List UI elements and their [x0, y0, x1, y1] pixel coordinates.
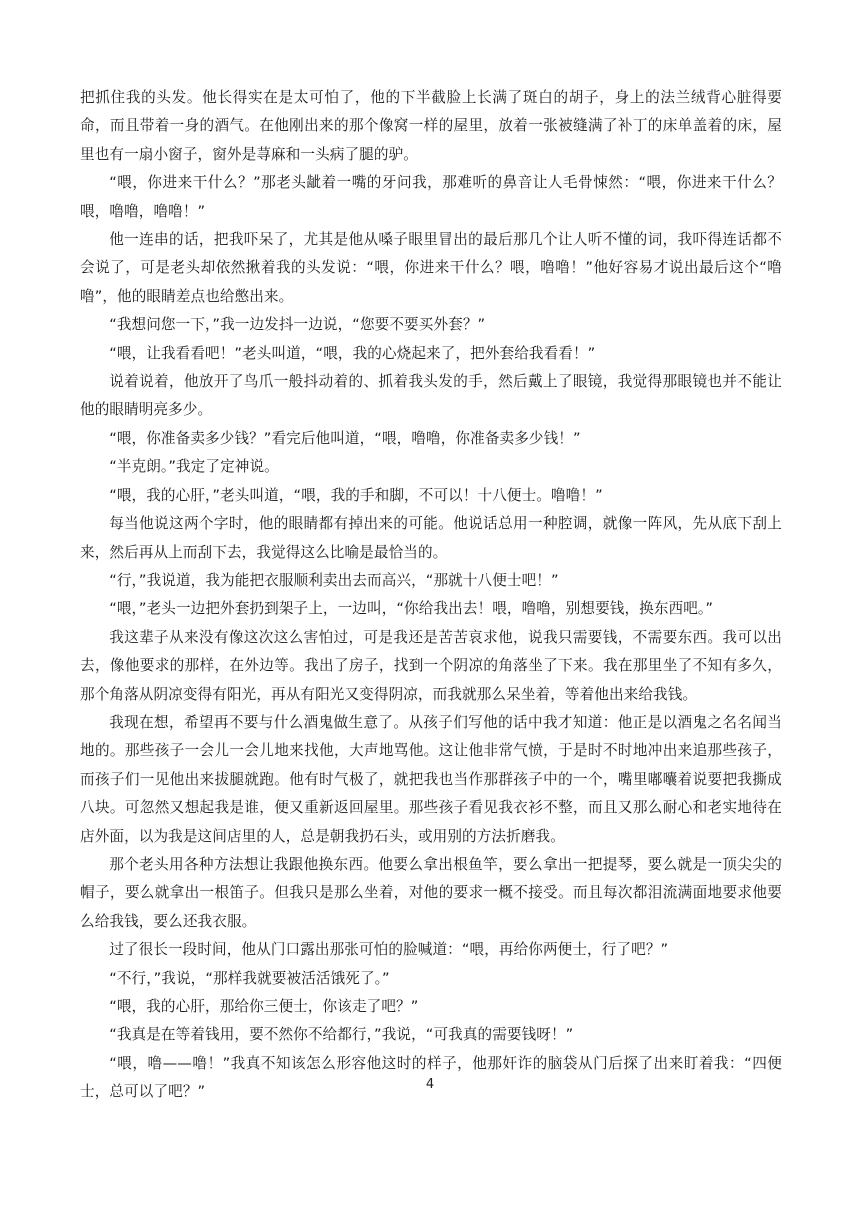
paragraph: 过了很长一段时间，他从门口露出那张可怕的脸喊道：“喂，再给你两便士，行了吧？” — [109, 941, 669, 959]
paragraph: 那个老头用各种方法想让我跟他换东西。他要么拿出根鱼竿，要么拿出一把提琴，要么就是一顶尖尖的帽子，要么就拿出一根笛子。但我只是那么坐着，对他的要求一概不接受。而且每次都泪流满面地要求他要么给我钱，要么还我衣服。 — [80, 855, 782, 930]
paragraph: “喂，我的心肝，”老头叫道，“喂，我的手和脚，不可以！十八便士。噜噜！” — [109, 486, 603, 504]
paragraph: “我真是在等着钱用，要不然你不给都行，”我说，“可我真的需要钱呀！” — [109, 1026, 574, 1044]
paragraph: “喂，我的心肝，那给你三便士，你该走了吧？” — [109, 998, 419, 1015]
page-number: 4 — [425, 1077, 435, 1092]
paragraph: “喂，噜——噜！”我真不知该怎么形容他这时的样子，他那奸诈的脑袋从门后探了出来盯着我：“四便士，总可以了吧？” — [80, 1054, 782, 1101]
paragraph: “喂，你准备卖多少钱？”看完后他叫道，“喂，噜噜，你准备卖多少钱！” — [109, 429, 581, 447]
body-text — [80, 84, 782, 1107]
paragraph: “喂，让我看看吧！”老头叫道，“喂，我的心烧起来了，把外套给我看看！” — [109, 344, 596, 362]
paragraph: “喂，你进来干什么？”那老头龇着一嘴的牙问我，那难听的鼻音让人毛骨悚然：“喂，你进来干什么？喂，噜噜，噜噜！” — [80, 174, 782, 220]
paragraph: “我想问您一下，”我一边发抖一边说，“您要不要买外套？” — [109, 316, 486, 334]
paragraph: “喂，”老头一边把外套扔到架子上，一边叫，“你给我出去！喂，噜噜，别想要钱，换东西吧。” — [109, 600, 713, 618]
paragraph: 我这辈子从来没有像这次这么害怕过，可是我还是苦苦哀求他，说我只需要钱，不需要东西。我可以出去，像他要求的那样，在外边等。我出了房子，找到一个阴凉的角落坐了下来。我在那里坐了不知有多久，那个角落从阴凉变得有阳光，再从有阳光又变得阴凉，而我就那么呆坐着，等着他出来给我钱。 — [80, 628, 782, 703]
paragraph: 他一连串的话，把我吓呆了，尤其是他从嗓子眼里冒出的最后那几个让人听不懂的词，我吓得连话都不会说了，可是老头却依然揪着我的头发说：“喂，你进来干什么？喂，噜噜！”他好容易才说出最后这个“噜噜”，他的眼睛差点也给憋出来。 — [80, 231, 782, 305]
paragraph: 把抓住我的头发。他长得实在是太可怕了，他的下半截脸上长满了斑白的胡子，身上的法兰绒背心脏得要命，而且带着一身的酒气。在他刚出来的那个像窝一样的屋里，放着一张被缝满了补丁的床单盖着的床，屋里也有一扇小窗子，窗外是荨麻和一头病了腿的驴。 — [80, 89, 782, 163]
paragraph: 每当他说这两个字时，他的眼睛都有掉出来的可能。他说话总用一种腔调，就像一阵风，先从底下刮上来，然后再从上而刮下去，我觉得这么比喻是最恰当的。 — [80, 515, 782, 561]
paragraph: 说着说着，他放开了鸟爪一般抖动着的、抓着我头发的手，然后戴上了眼镜，我觉得那眼镜也并不能让他的眼睛明亮多少。 — [80, 373, 782, 419]
paragraph: 我现在想，希望再不要与什么酒鬼做生意了。从孩子们写他的话中我才知道：他正是以酒鬼之名名闻当地的。那些孩子一会儿一会儿地来找他，大声地骂他。这让他非常气愤，于是时不时地冲出来追那些孩子，而孩子们一见他出来拔腿就跑。他有时气极了，就把我也当作那群孩子中的一个，嘴里嘟囔着说要把我撕成八块。可忽然又想起我是谁，便又重新返回屋里。那些孩子看见我衣衫不整，而且又那么耐心和老实地待在店外面，以为我是这间店里的人，总是朝我扔石头，或用别的方法折磨我。 — [80, 713, 782, 845]
paragraph: “不行，”我说，“那样我就要被活活饿死了。” — [109, 969, 390, 987]
paragraph: “行，”我说道，我为能把衣服顺利卖出去而高兴，“那就十八便士吧！” — [109, 571, 559, 589]
paragraph: “半克朗。”我定了定神说。 — [109, 458, 279, 476]
